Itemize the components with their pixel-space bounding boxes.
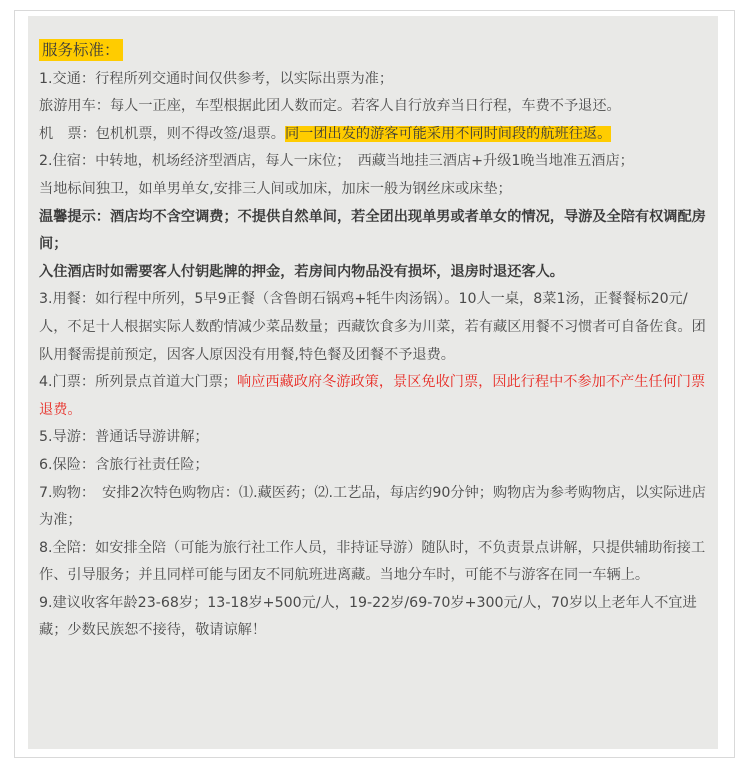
section-title [39,38,706,66]
room-line: 当地标间独卫，如单男单女,安排三人间或加床，加床一般为钢丝床或床垫； [39,180,512,197]
service-standards-panel [28,16,718,749]
traffic-line: 1.交通：行程所列交通时间仅供参考，以实际出票为准； [39,70,394,87]
tickets-policy: 响应西藏政府冬游政策，景区免收门票，因此行程中不参加不产生任何门票退费。 [39,374,706,418]
deposit-note: 入住酒店时如需要客人付钥匙牌的押金，若房间内物品没有损坏，退房时退还客人。 [39,263,564,280]
escort-line: 8.全陪：如安排全陪（可能为旅行社工作人员，非持证导游）随队时，不负责景点讲解，只提供辅助衔接工作、引导服务；并且同样可能与团友不同航班进离藏。当地分车时，可能不与游客在同一车辆上。 [39,539,706,584]
tour-vehicle-line: 旅游用车：每人一正座，车型根据此团人数而定。若客人自行放弃当日行程，车费不予退还。 [39,98,621,115]
title-highlight: 服务标准： [39,39,123,61]
hotel-tips: 温馨提示：酒店均不含空调费；不提供自然单间，若全团出现单男或者单女的情况，导游及全陪有权调配房间； [39,208,706,253]
tickets-text: 4.门票：所列景点首道大门票； [39,374,237,391]
age-line: 9.建议收客年龄23-68岁；13-18岁+500元/人，19-22岁/69-70岁+300元/人，70岁以上老年人不宜进藏；少数民族恕不接待，敬请谅解！ [39,594,697,639]
guide-line: 5.导游：普通话导游讲解； [39,429,209,446]
tickets-line [39,369,706,424]
flight-highlight: 同一团出发的游客可能采用不同时间段的航班往返。 [284,125,612,142]
air-ticket-line [39,121,706,149]
insurance-line: 6.保险：含旅行社责任险； [39,456,209,473]
air-ticket-text: 机 票：包机机票，则不得改签/退票。 [39,125,285,142]
hotel-line: 2.住宿：中转地，机场经济型酒店，每人一床位； 西藏当地挂三酒店+升级1晚当地准五酒店； [39,153,634,170]
shopping-line: 7.购物： 安排2次特色购物店：⑴.藏医药；⑵.工艺品，每店约90分钟；购物店为参考购物店，以实际进店为准； [39,484,706,529]
meals-line: 3.用餐：如行程中所列，5早9正餐（含鲁朗石锅鸡+牦牛肉汤锅）。10人一桌，8菜1汤，正餐餐标20元/人，不足十人根据实际人数酌情减少菜品数量；西藏饮食多为川菜，若有藏区用餐不习惯者可自备佐食。团队用餐需提前预定，因客人原因没有用餐,特色餐及团餐不予退费。 [39,291,706,363]
